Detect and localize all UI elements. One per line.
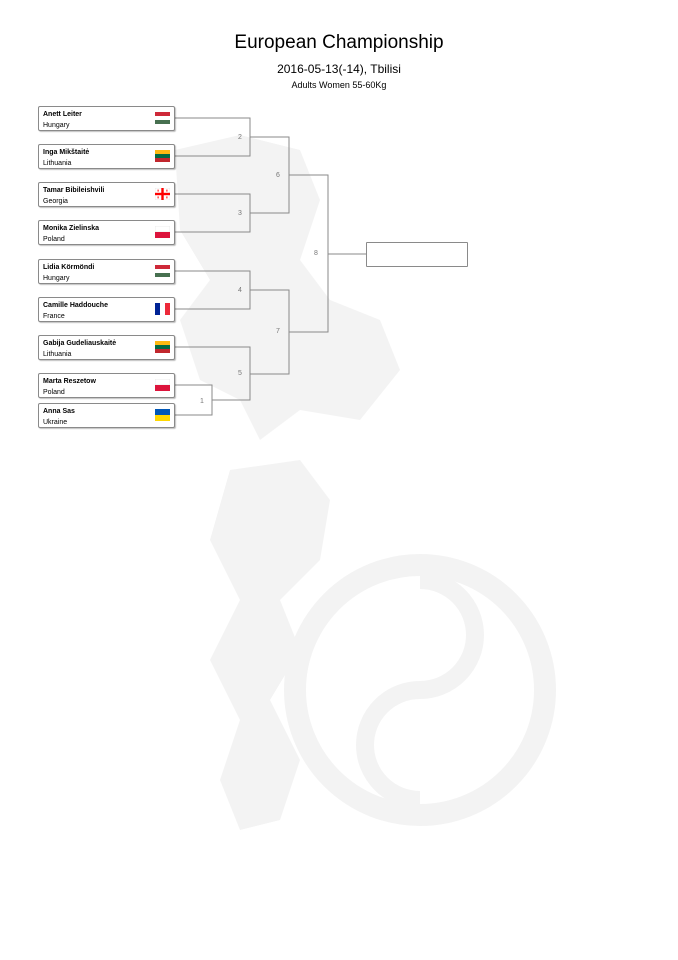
lithuania-flag-icon (155, 150, 170, 162)
competitor-name: Inga Mikštaitė (43, 149, 90, 156)
match-number-1: 1 (200, 398, 204, 405)
competitor-card (38, 106, 175, 131)
competitor-name: Anna Sas (43, 408, 75, 415)
event-date-location: 2016-05-13(-14), Tbilisi (277, 62, 401, 76)
competitor-country: Georgia (43, 198, 68, 205)
poland-flag-icon (155, 379, 170, 391)
competitor-name: Camille Haddouche (43, 302, 108, 309)
hungary-flag-icon (155, 265, 170, 277)
match-number-5: 5 (238, 370, 242, 377)
france-flag-icon (155, 303, 170, 315)
competitor-country: Hungary (43, 122, 70, 129)
match-number-7: 7 (276, 328, 280, 335)
lithuania-flag-icon (155, 341, 170, 353)
page-title: European Championship (234, 32, 444, 53)
category-label: Adults Women 55-60Kg (291, 80, 387, 90)
competitor-name: Marta Reszetow (43, 378, 96, 385)
competitor-country: France (43, 313, 65, 320)
competitor-card (38, 182, 175, 207)
match-number-8: 8 (314, 250, 318, 257)
competitor-name: Monika Zielinska (43, 225, 100, 232)
bracket-line-match-6 (250, 137, 289, 213)
hungary-flag-icon (155, 112, 170, 124)
competitor-name: Tamar Bibileishvili (43, 187, 105, 194)
competitor-card (38, 297, 175, 322)
competitor-country: Lithuania (43, 351, 72, 358)
competitor-name: Anett Leiter (43, 111, 82, 118)
competitor-card (38, 373, 175, 398)
bracket-line-match-7 (250, 290, 289, 374)
bracket-line-match-1 (175, 385, 212, 415)
competitor-country: Ukraine (43, 419, 68, 426)
competitor-card (38, 259, 175, 284)
winner-box (366, 242, 468, 267)
competitor-card (38, 403, 175, 428)
competitor-card (38, 144, 175, 169)
georgia-flag-icon (155, 188, 170, 200)
competitor-country: Poland (43, 236, 65, 243)
competitor-name: Gabija Gudeliauskaitė (43, 340, 117, 347)
competitor-country: Hungary (43, 275, 70, 282)
match-number-2: 2 (238, 134, 242, 141)
competitor-card (38, 220, 175, 245)
poland-flag-icon (155, 226, 170, 238)
competitor-country: Poland (43, 389, 65, 396)
match-number-3: 3 (238, 210, 242, 217)
competitor-name: Lidia Körmöndi (43, 264, 95, 271)
bracket-line-match-8 (289, 175, 328, 332)
match-number-4: 4 (238, 287, 242, 294)
match-number-6: 6 (276, 172, 280, 179)
competitor-country: Lithuania (43, 160, 72, 167)
ukraine-flag-icon (155, 409, 170, 421)
competitor-card (38, 335, 175, 360)
